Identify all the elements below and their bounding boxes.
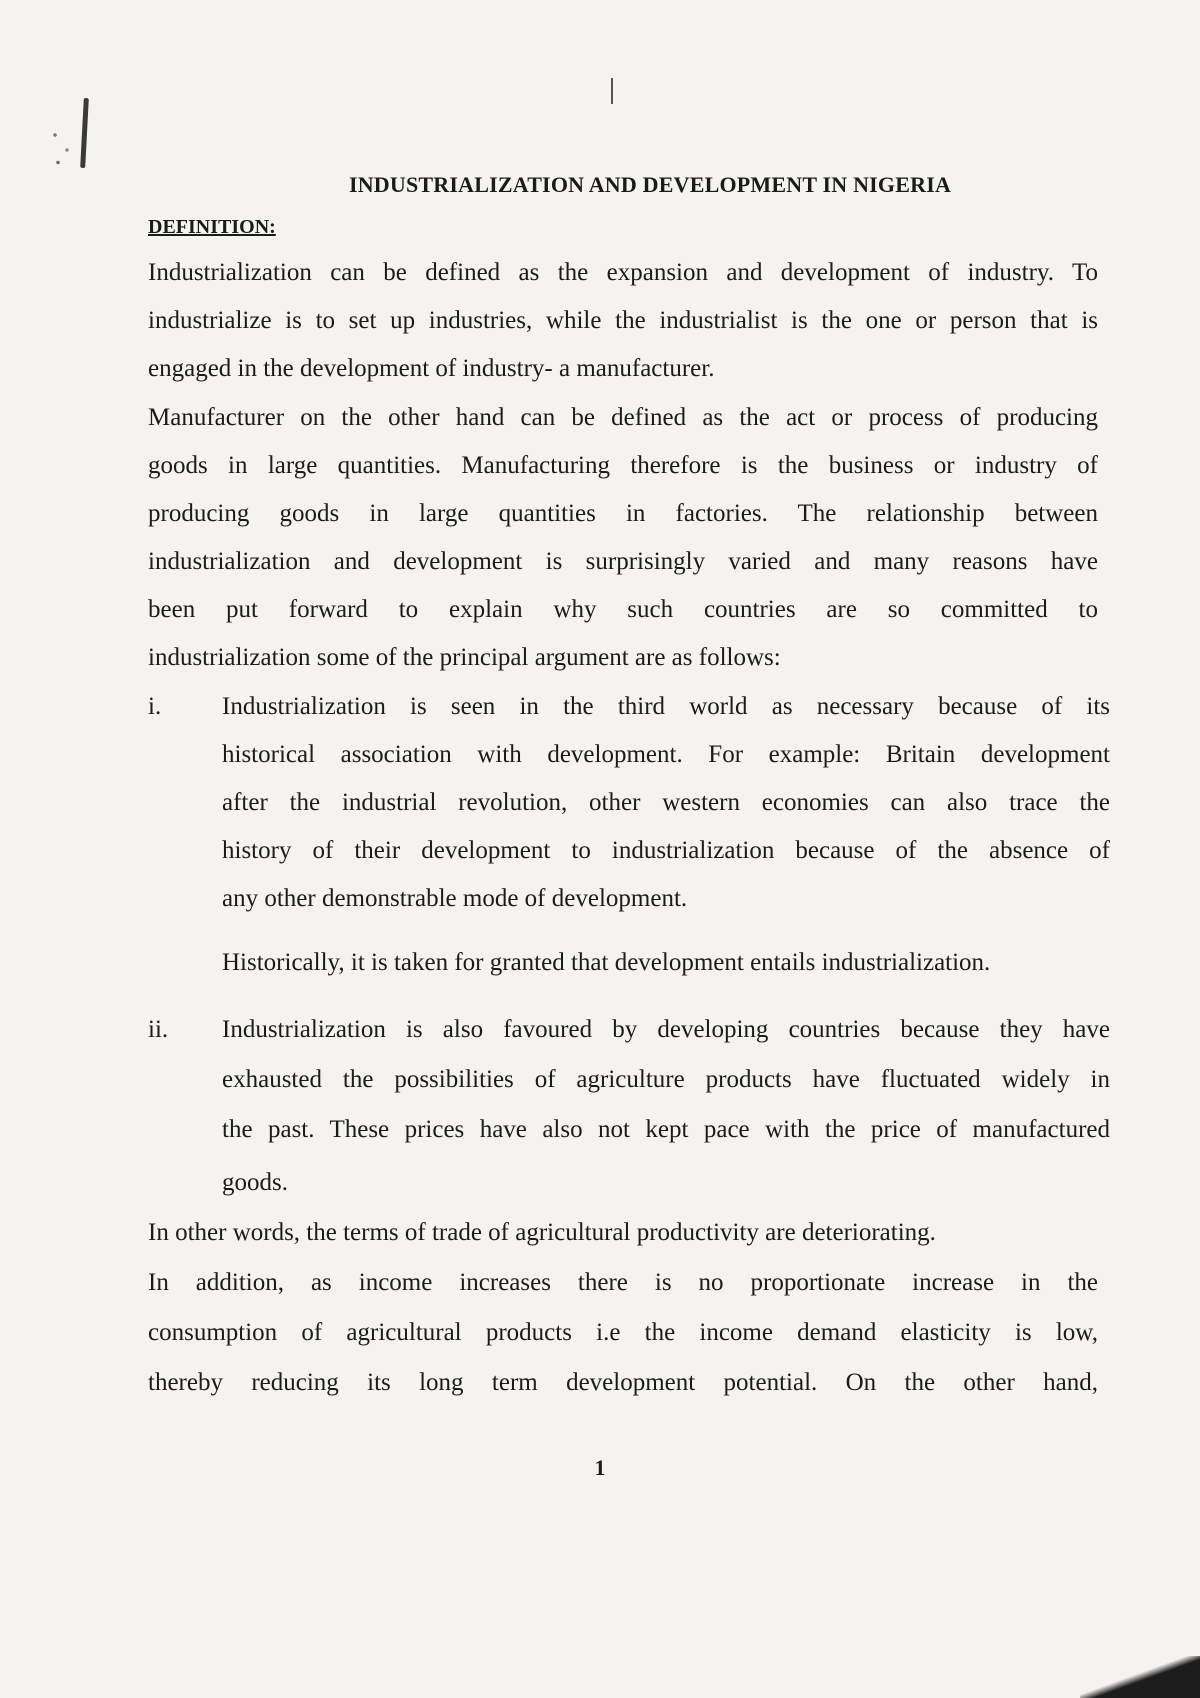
paragraph-line: In other words, the terms of trade of agricultural productivity are deteriorating. [148, 1219, 936, 1246]
paragraph-line: engaged in the development of industry- a manufacturer. [148, 355, 715, 382]
list-item-number: ii. [148, 1016, 169, 1043]
paragraph-line: Industrialization can be defined as the expansion and development of industry. To [148, 259, 1098, 286]
list-item-line: exhausted the possibilities of agriculture products have fluctuated widely in [222, 1066, 1110, 1093]
document-title: INDUSTRIALIZATION AND DEVELOPMENT IN NIGERIA [348, 172, 952, 197]
paragraph-line: industrialization some of the principal argument are as follows: [148, 644, 781, 671]
paragraph-line: thereby reducing its long term development potential. On the other hand, [148, 1369, 1098, 1396]
paragraph-line: been put forward to explain why such countries are so committed to [148, 596, 1098, 623]
paragraph-line: In addition, as income increases there is no proportionate increase in the [148, 1269, 1098, 1296]
paragraph-line: industrialize is to set up industries, while the industrialist is the one or person that is [148, 307, 1098, 334]
list-item-line: Industrialization is also favoured by developing countries because they have [222, 1016, 1110, 1043]
paragraph-line: goods in large quantities. Manufacturing therefore is the business or industry of [148, 452, 1098, 479]
list-item-line: history of their development to industrialization because of the absence of [222, 837, 1110, 864]
paragraph-line: industrialization and development is surprisingly varied and many reasons have [148, 548, 1098, 575]
scan-mark [611, 78, 613, 104]
list-item-line: any other demonstrable mode of development. [222, 885, 688, 912]
list-item-line: Industrialization is seen in the third world as necessary because of its [222, 693, 1110, 720]
corner-smudge [1080, 1656, 1200, 1698]
list-item-extra: Historically, it is taken for granted that development entails industrialization. [222, 949, 991, 976]
list-item-line: the past. These prices have also not kept pace with the price of manufactured [222, 1116, 1110, 1143]
section-heading: DEFINITION: [148, 216, 276, 238]
paragraph-line: consumption of agricultural products i.e the income demand elasticity is low, [148, 1319, 1098, 1346]
binding-mark [80, 98, 89, 168]
page-number: 1 [594, 1455, 606, 1480]
list-item-line: goods. [222, 1169, 288, 1196]
list-item-line: historical association with development. For example: Britain development [222, 741, 1110, 768]
paragraph-line: producing goods in large quantities in factories. The relationship between [148, 500, 1098, 527]
list-item-line: after the industrial revolution, other western economies can also trace the [222, 789, 1110, 816]
paragraph-line: Manufacturer on the other hand can be defined as the act or process of producing [148, 404, 1098, 431]
list-item-number: i. [148, 693, 162, 720]
binding-specks [46, 120, 76, 170]
